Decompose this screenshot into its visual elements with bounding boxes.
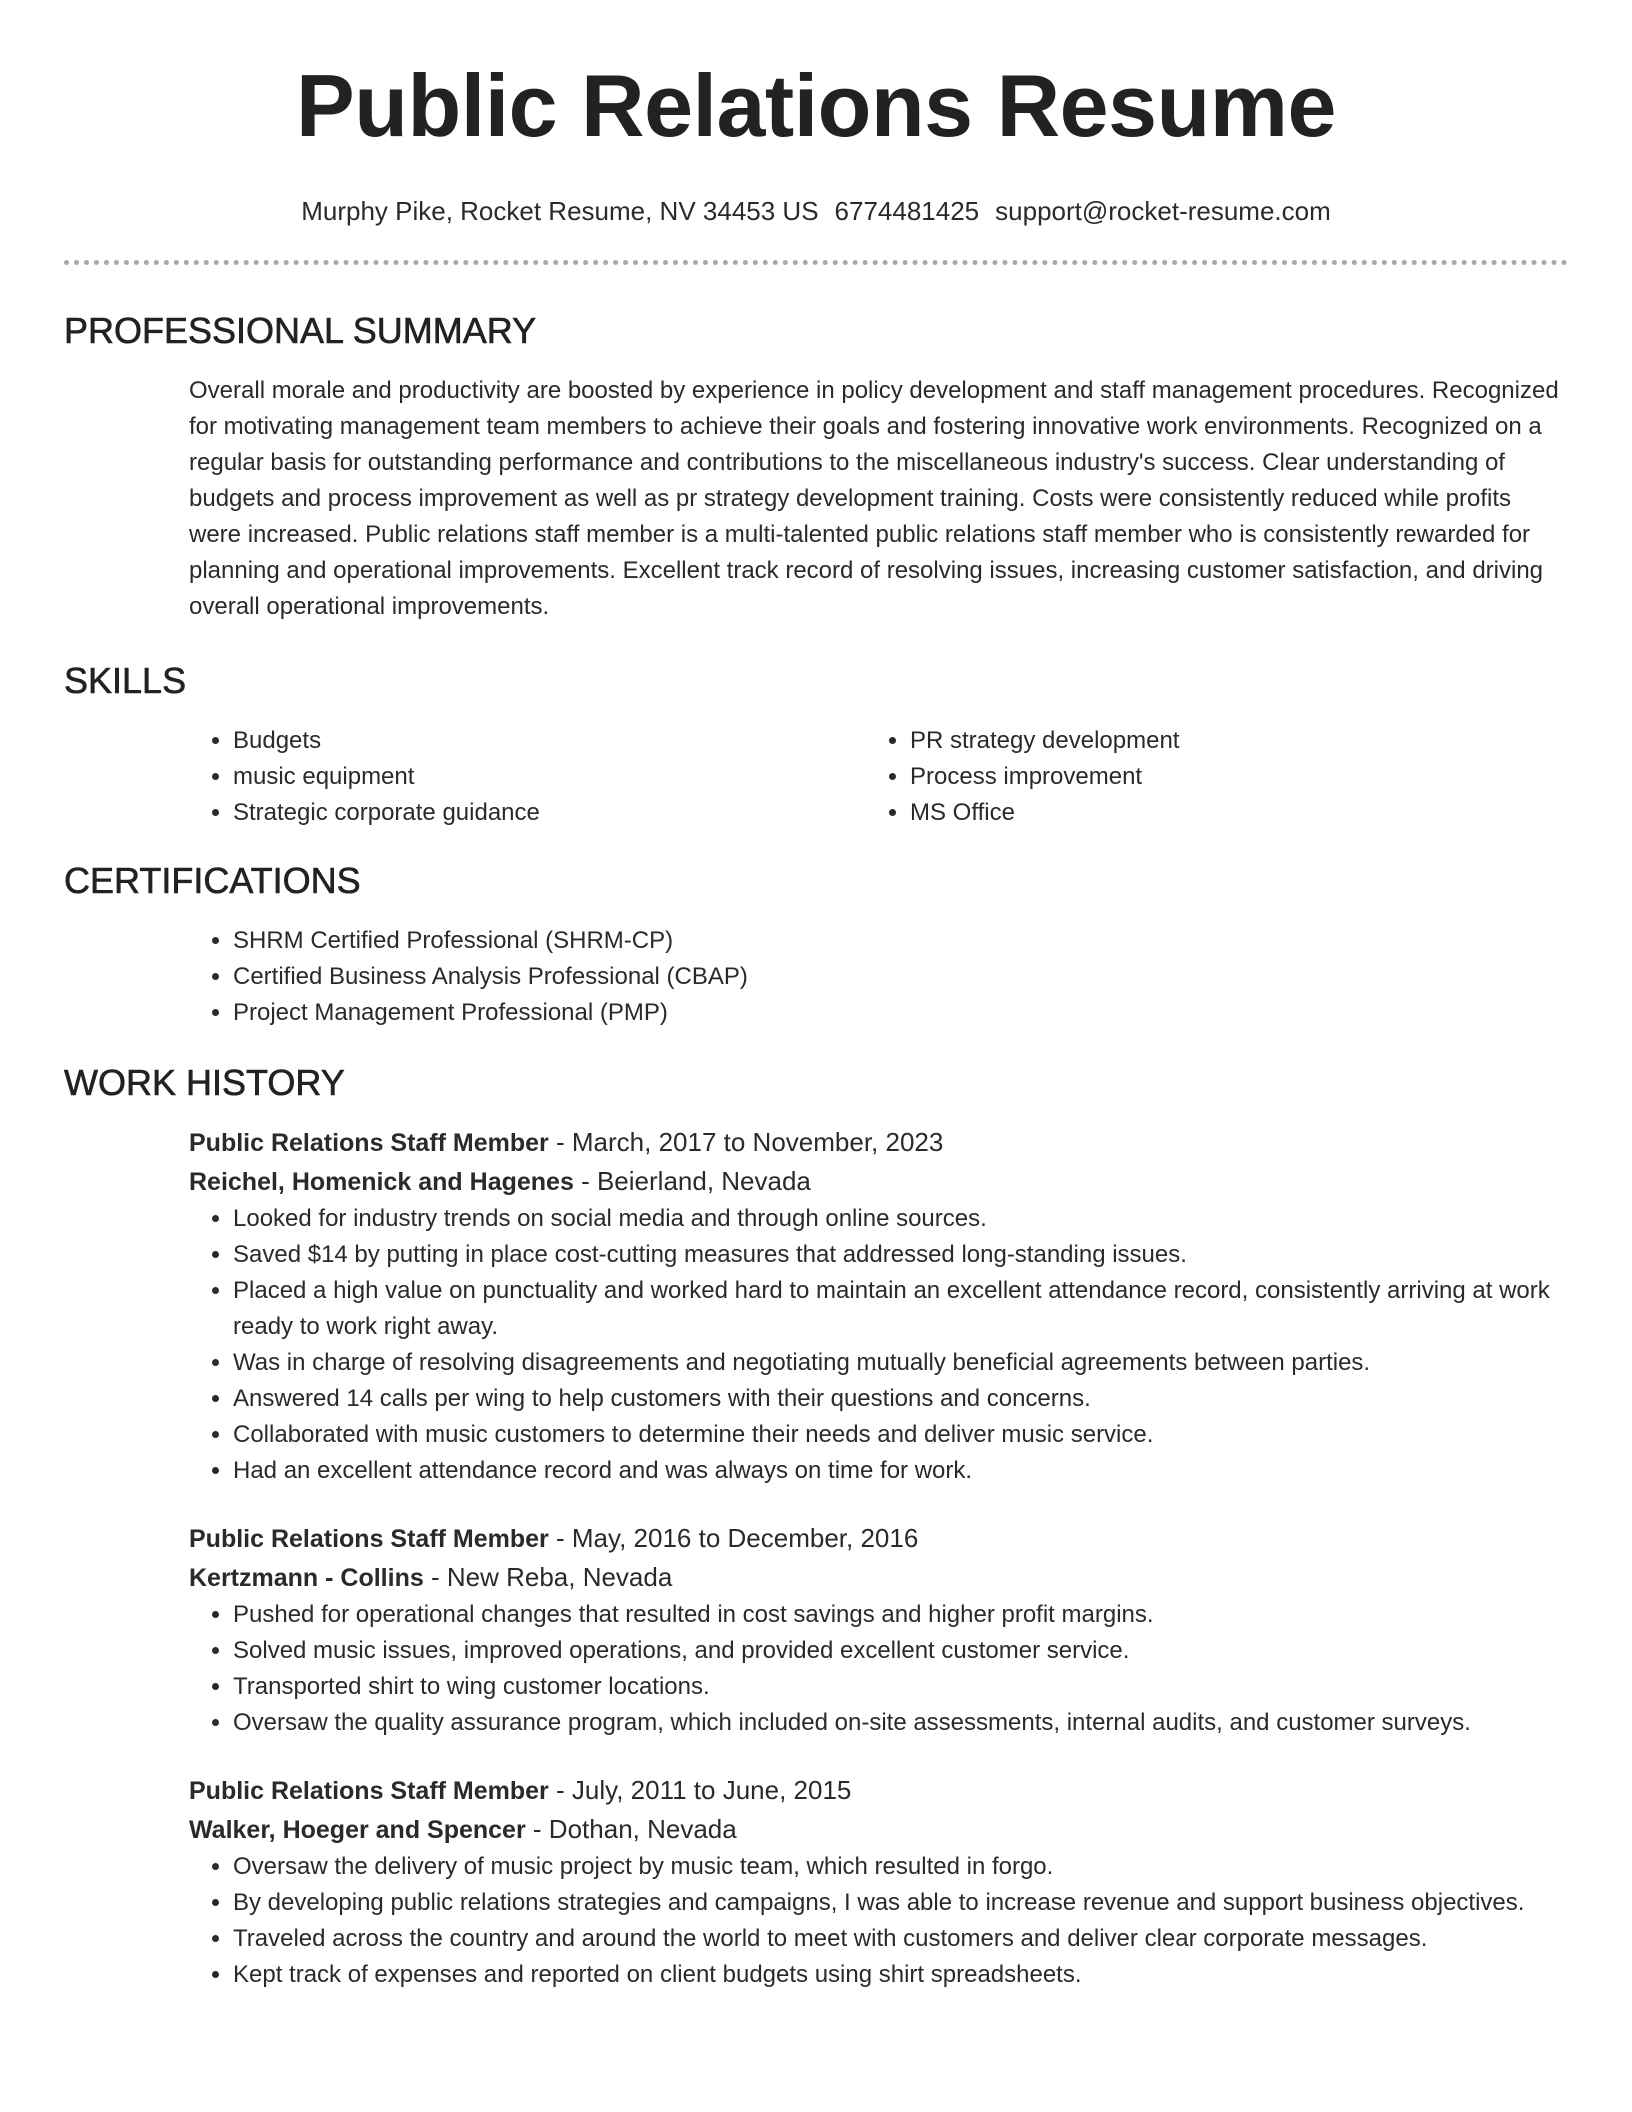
job-entry xyxy=(189,1123,1568,1489)
contact-phone: 6774481425 xyxy=(834,196,980,226)
work-history-heading: WORK HISTORY xyxy=(64,1062,345,1103)
skill-item: • PR strategy development xyxy=(910,723,1568,759)
contact-email: support@rocket-resume.com xyxy=(995,196,1331,226)
skill-item: • Process improvement xyxy=(910,759,1568,795)
job-duty: • Solved music issues, improved operations, and provided excellent customer service. xyxy=(233,1633,1568,1669)
job-duty: • Transported shirt to wing customer locations. xyxy=(233,1669,1568,1705)
header-divider xyxy=(64,260,1568,265)
job-duty: • By developing public relations strategies and campaigns, I was able to increase revenue and support business objectives. xyxy=(233,1885,1568,1921)
job-company: Kertzmann - Collins xyxy=(189,1564,424,1592)
job-title: Public Relations Staff Member xyxy=(189,1129,549,1157)
job-duty: • Was in charge of resolving disagreements and negotiating mutually beneficial agreements between parties. xyxy=(233,1345,1568,1381)
certification-item: • Certified Business Analysis Professional (CBAP) xyxy=(233,959,1568,995)
skills-grid xyxy=(189,723,1568,831)
job-dates: - May, 2016 to December, 2016 xyxy=(548,1523,919,1553)
job-entry xyxy=(189,1519,1568,1741)
job-location: - Beierland, Nevada xyxy=(573,1166,811,1196)
job-location: - Dothan, Nevada xyxy=(525,1814,737,1844)
job-location: - New Reba, Nevada xyxy=(423,1562,673,1592)
job-company-line xyxy=(189,1558,1568,1597)
certifications-section xyxy=(189,923,1568,1031)
job-title: Public Relations Staff Member xyxy=(189,1525,549,1553)
job-duties-list xyxy=(189,1201,1568,1489)
contact-line xyxy=(64,194,1568,228)
job-duty: • Placed a high value on punctuality and worked hard to maintain an excellent attendance record, consistently arriving at work ready to work right away. xyxy=(233,1273,1568,1345)
summary-text: Overall morale and productivity are boosted by experience in policy development and staff management procedures. Recognized for motivating management team members to achieve their goals and fostering innovative work environments. Recognized on a regular basis for outstanding performance and contributions to the miscellaneous industry's success. Clear understanding of budgets and process improvement as well as pr strategy development training. Costs were consistently reduced while profits were increased. Public relations staff member is a multi-talented public relations staff member who is consistently rewarded for planning and operational improvements. Excellent track record of resolving issues, increasing customer satisfaction, and driving overall operational improvements. xyxy=(189,377,1559,620)
job-duty: • Collaborated with music customers to determine their needs and deliver music service. xyxy=(233,1417,1568,1453)
skills-list-left xyxy=(189,723,866,831)
job-title: Public Relations Staff Member xyxy=(189,1777,549,1805)
certifications-heading: CERTIFICATIONS xyxy=(64,860,361,901)
skill-item: • Budgets xyxy=(233,723,866,759)
job-duty: • Pushed for operational changes that resulted in cost savings and higher profit margins. xyxy=(233,1597,1568,1633)
job-company-line xyxy=(189,1810,1568,1849)
contact-address: Murphy Pike, Rocket Resume, NV 34453 US xyxy=(301,196,819,226)
job-duty: • Traveled across the country and around the world to meet with customers and deliver clear corporate messages. xyxy=(233,1921,1568,1957)
skill-item: • music equipment xyxy=(233,759,866,795)
resume-title: Public Relations Resume xyxy=(296,56,1336,155)
job-duty: • Answered 14 calls per wing to help customers with their questions and concerns. xyxy=(233,1381,1568,1417)
summary-heading: PROFESSIONAL SUMMARY xyxy=(64,310,537,351)
job-duties-list xyxy=(189,1597,1568,1741)
job-title-line xyxy=(189,1519,1568,1558)
job-duty: • Saved $14 by putting in place cost-cutting measures that addressed long-standing issues. xyxy=(233,1237,1568,1273)
job-company: Walker, Hoeger and Spencer xyxy=(189,1816,526,1844)
certification-item: • SHRM Certified Professional (SHRM-CP) xyxy=(233,923,1568,959)
job-title-line xyxy=(189,1771,1568,1810)
job-dates: - July, 2011 to June, 2015 xyxy=(548,1775,852,1805)
job-company: Reichel, Homenick and Hagenes xyxy=(189,1168,574,1196)
job-duty: • Oversaw the delivery of music project by music team, which resulted in forgo. xyxy=(233,1849,1568,1885)
certification-item: • Project Management Professional (PMP) xyxy=(233,995,1568,1031)
job-duty: • Kept track of expenses and reported on client budgets using shirt spreadsheets. xyxy=(233,1957,1568,1993)
job-duty: • Had an excellent attendance record and was always on time for work. xyxy=(233,1453,1568,1489)
job-duties-list xyxy=(189,1849,1568,1993)
job-entry xyxy=(189,1771,1568,1993)
job-title-line xyxy=(189,1123,1568,1162)
job-duty: • Oversaw the quality assurance program, which included on-site assessments, internal audits, and customer surveys. xyxy=(233,1705,1568,1741)
job-dates: - March, 2017 to November, 2023 xyxy=(548,1127,944,1157)
job-duty: • Looked for industry trends on social media and through online sources. xyxy=(233,1201,1568,1237)
skill-item: • MS Office xyxy=(910,795,1568,831)
skills-list-right xyxy=(866,723,1568,831)
job-company-line xyxy=(189,1162,1568,1201)
skill-item: • Strategic corporate guidance xyxy=(233,795,866,831)
skills-heading: SKILLS xyxy=(64,660,187,701)
certifications-list xyxy=(189,923,1568,1031)
